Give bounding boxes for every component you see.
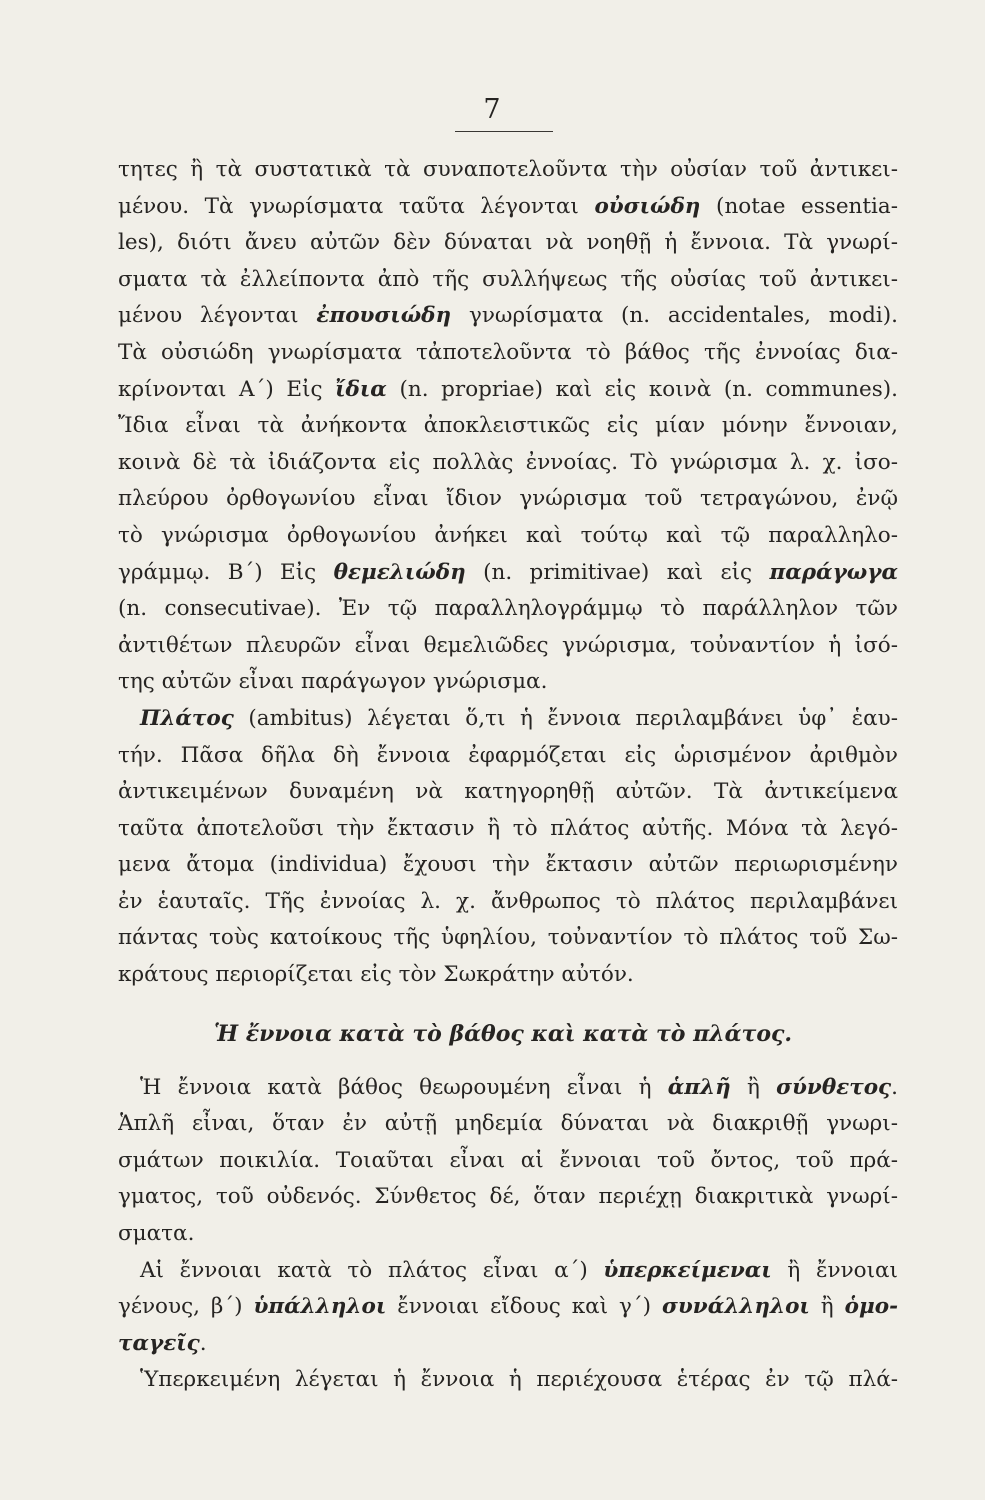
term-derivative: παράγωγα (769, 559, 898, 585)
term-composite: σύνθετος (776, 1074, 892, 1100)
term-simple: ἁπλῆ (667, 1074, 731, 1100)
term-accidental: ἐπουσιώδη (316, 303, 452, 329)
text-line: ταῦτα ἀποτελοῦσι τὴν ἔκτασιν ἢ τὸ πλάτος αὐτῆς. Μόνα τὰ λεγό- (118, 815, 898, 841)
text-line: ἀντιθέτων πλευρῶν εἶναι θεμελιῶδες γνώρισμα, τοὐναντίον ἡ ἰσό- (118, 632, 898, 658)
text-line: Πλάτος (ambitus) λέγεται ὅ,τι ἡ ἔννοια περιλαμβάνει ὑφ᾽ ἑαυ- (140, 705, 898, 731)
text-line: τὸ γνώρισμα ὀρθογωνίου ἀνήκει καὶ τούτῳ καὶ τῷ παραλληλο- (118, 522, 898, 548)
text-line: γράμμῳ. Β΄) Εἰς θεμελιώδη (n. primitivae) καὶ εἰς παράγωγα (118, 559, 898, 585)
term-homotageis-1: ὁμο- (844, 1294, 898, 1320)
text-line: τήν. Πᾶσα δῆλα δὴ ἔννοια ἐφαρμόζεται εἰς ὡρισμένον ἀριθμὸν (118, 742, 898, 768)
text-line: γένους, β΄) ὑπάλληλοι ἔννοιαι εἴδους καὶ γ΄) συνάλληλοι ἢ ὁμο- (118, 1294, 898, 1320)
text-line: γματος, τοῦ οὐδενός. Σύνθετος δέ, ὅταν περιέχῃ διακριτικὰ γνωρί- (118, 1184, 898, 1210)
page-body (118, 152, 898, 1399)
text-line: τητες ἢ τὰ συστατικὰ τὰ συναποτελοῦντα τὴν οὐσίαν τοῦ ἀντικει- (118, 157, 898, 182)
text-line: σμάτων ποικιλία. Τοιαῦται εἶναι αἱ ἔννοιαι τοῦ ὄντος, τοῦ πρά- (118, 1147, 898, 1173)
text-line: Ἁπλῆ εἶναι, ὅταν ἐν αὐτῇ μηδεμία δύναται νὰ διακριθῇ γνωρι- (118, 1111, 898, 1137)
text-line: Τὰ οὐσιώδη γνωρίσματα τἀποτελοῦντα τὸ βάθος τῆς ἐννοίας δια- (118, 339, 898, 365)
text-line: μένου λέγονται ἐπουσιώδη γνωρίσματα (n. accidentales, modi). (118, 303, 898, 329)
text-line: κράτους περιορίζεται εἰς τὸν Σωκράτην αὐτόν. (118, 962, 634, 988)
text-line: (n. consecutivae). Ἐν τῷ παραλληλογράμμῳ τὸ παράλληλον τῶν (118, 596, 898, 622)
text-line: ταγεῖς. (118, 1330, 207, 1356)
text-line: μένου. Τὰ γνωρίσματα ταῦτα λέγονται οὐσιώδη (notae essentia- (118, 193, 898, 219)
term-breadth: Πλάτος (140, 705, 234, 731)
text-line: les), διότι ἄνευ αὐτῶν δὲν δύναται νὰ νοηθῇ ἡ ἔννοια. Τὰ γνωρί- (118, 230, 898, 256)
term-homotageis-2: ταγεῖς (118, 1330, 200, 1356)
term-propria: ἴδια (335, 376, 387, 402)
text-line: σματα τὰ ἐλλείποντα ἀπὸ τῆς συλλήψεως τῆς οὐσίας τοῦ ἀντικει- (118, 266, 898, 292)
text-line: Ὑπερκειμένη λέγεται ἡ ἔννοια ἡ περιέχουσα ἑτέρας ἐν τῷ πλά- (140, 1367, 898, 1393)
text-line: κρίνονται Α΄) Εἰς ἴδια (n. propriae) καὶ εἰς κοινὰ (n. communes). (118, 376, 898, 402)
term-primitive: θεμελιώδη (333, 559, 466, 585)
text-line: σματα. (118, 1221, 195, 1247)
text-line: της αὐτῶν εἶναι παράγωγον γνώρισμα. (118, 669, 548, 695)
page-number: 7 (483, 94, 502, 125)
text-line: κοινὰ δὲ τὰ ἰδιάζοντα εἰς πολλὰς ἐννοίας. Τὸ γνώρισμα λ. χ. ἰσο- (118, 449, 898, 475)
header-rule (455, 131, 553, 132)
text-line: πλεύρου ὀρθογωνίου εἶναι ἴδιον γνώρισμα τοῦ τετραγώνου, ἐνῷ (118, 486, 898, 512)
text-line: Αἱ ἔννοιαι κατὰ τὸ πλάτος εἶναι α΄) ὑπερκείμεναι ἢ ἔννοιαι (140, 1257, 898, 1283)
section-heading: Ἡ ἔννοια κατὰ τὸ βάθος καὶ κατὰ τὸ πλάτος. (214, 1020, 793, 1047)
text-line: Ἴδια εἶναι τὰ ἀνήκοντα ἀποκλειστικῶς εἰς μίαν μόνην ἔννοιαν, (118, 413, 898, 439)
text-line: μενα ἄτομα (individua) ἔχουσι τὴν ἔκτασιν αὐτῶν περιωρισμένην (118, 852, 898, 878)
text-line: Ἡ ἔννοια κατὰ βάθος θεωρουμένη εἶναι ἡ ἁπλῆ ἢ σύνθετος. (140, 1074, 898, 1100)
term-subordinate: ὑπάλληλοι (253, 1294, 387, 1320)
term-superordinate: ὑπερκείμεναι (603, 1257, 772, 1283)
term-essential: οὐσιώδη (594, 193, 701, 219)
text-line: πάντας τοὺς κατοίκους τῆς ὑφηλίου, τοὐναντίον τὸ πλάτος τοῦ Σω- (118, 925, 898, 951)
term-coordinate: συνάλληλοι (662, 1294, 810, 1320)
text-line: ἐν ἑαυταῖς. Τῆς ἐννοίας λ. χ. ἄνθρωπος τὸ πλάτος περιλαμβάνει (118, 888, 898, 914)
text-line: ἀντικειμένων δυναμένη νὰ κατηγορηθῇ αὐτῶν. Τὰ ἀντικείμενα (118, 779, 898, 805)
